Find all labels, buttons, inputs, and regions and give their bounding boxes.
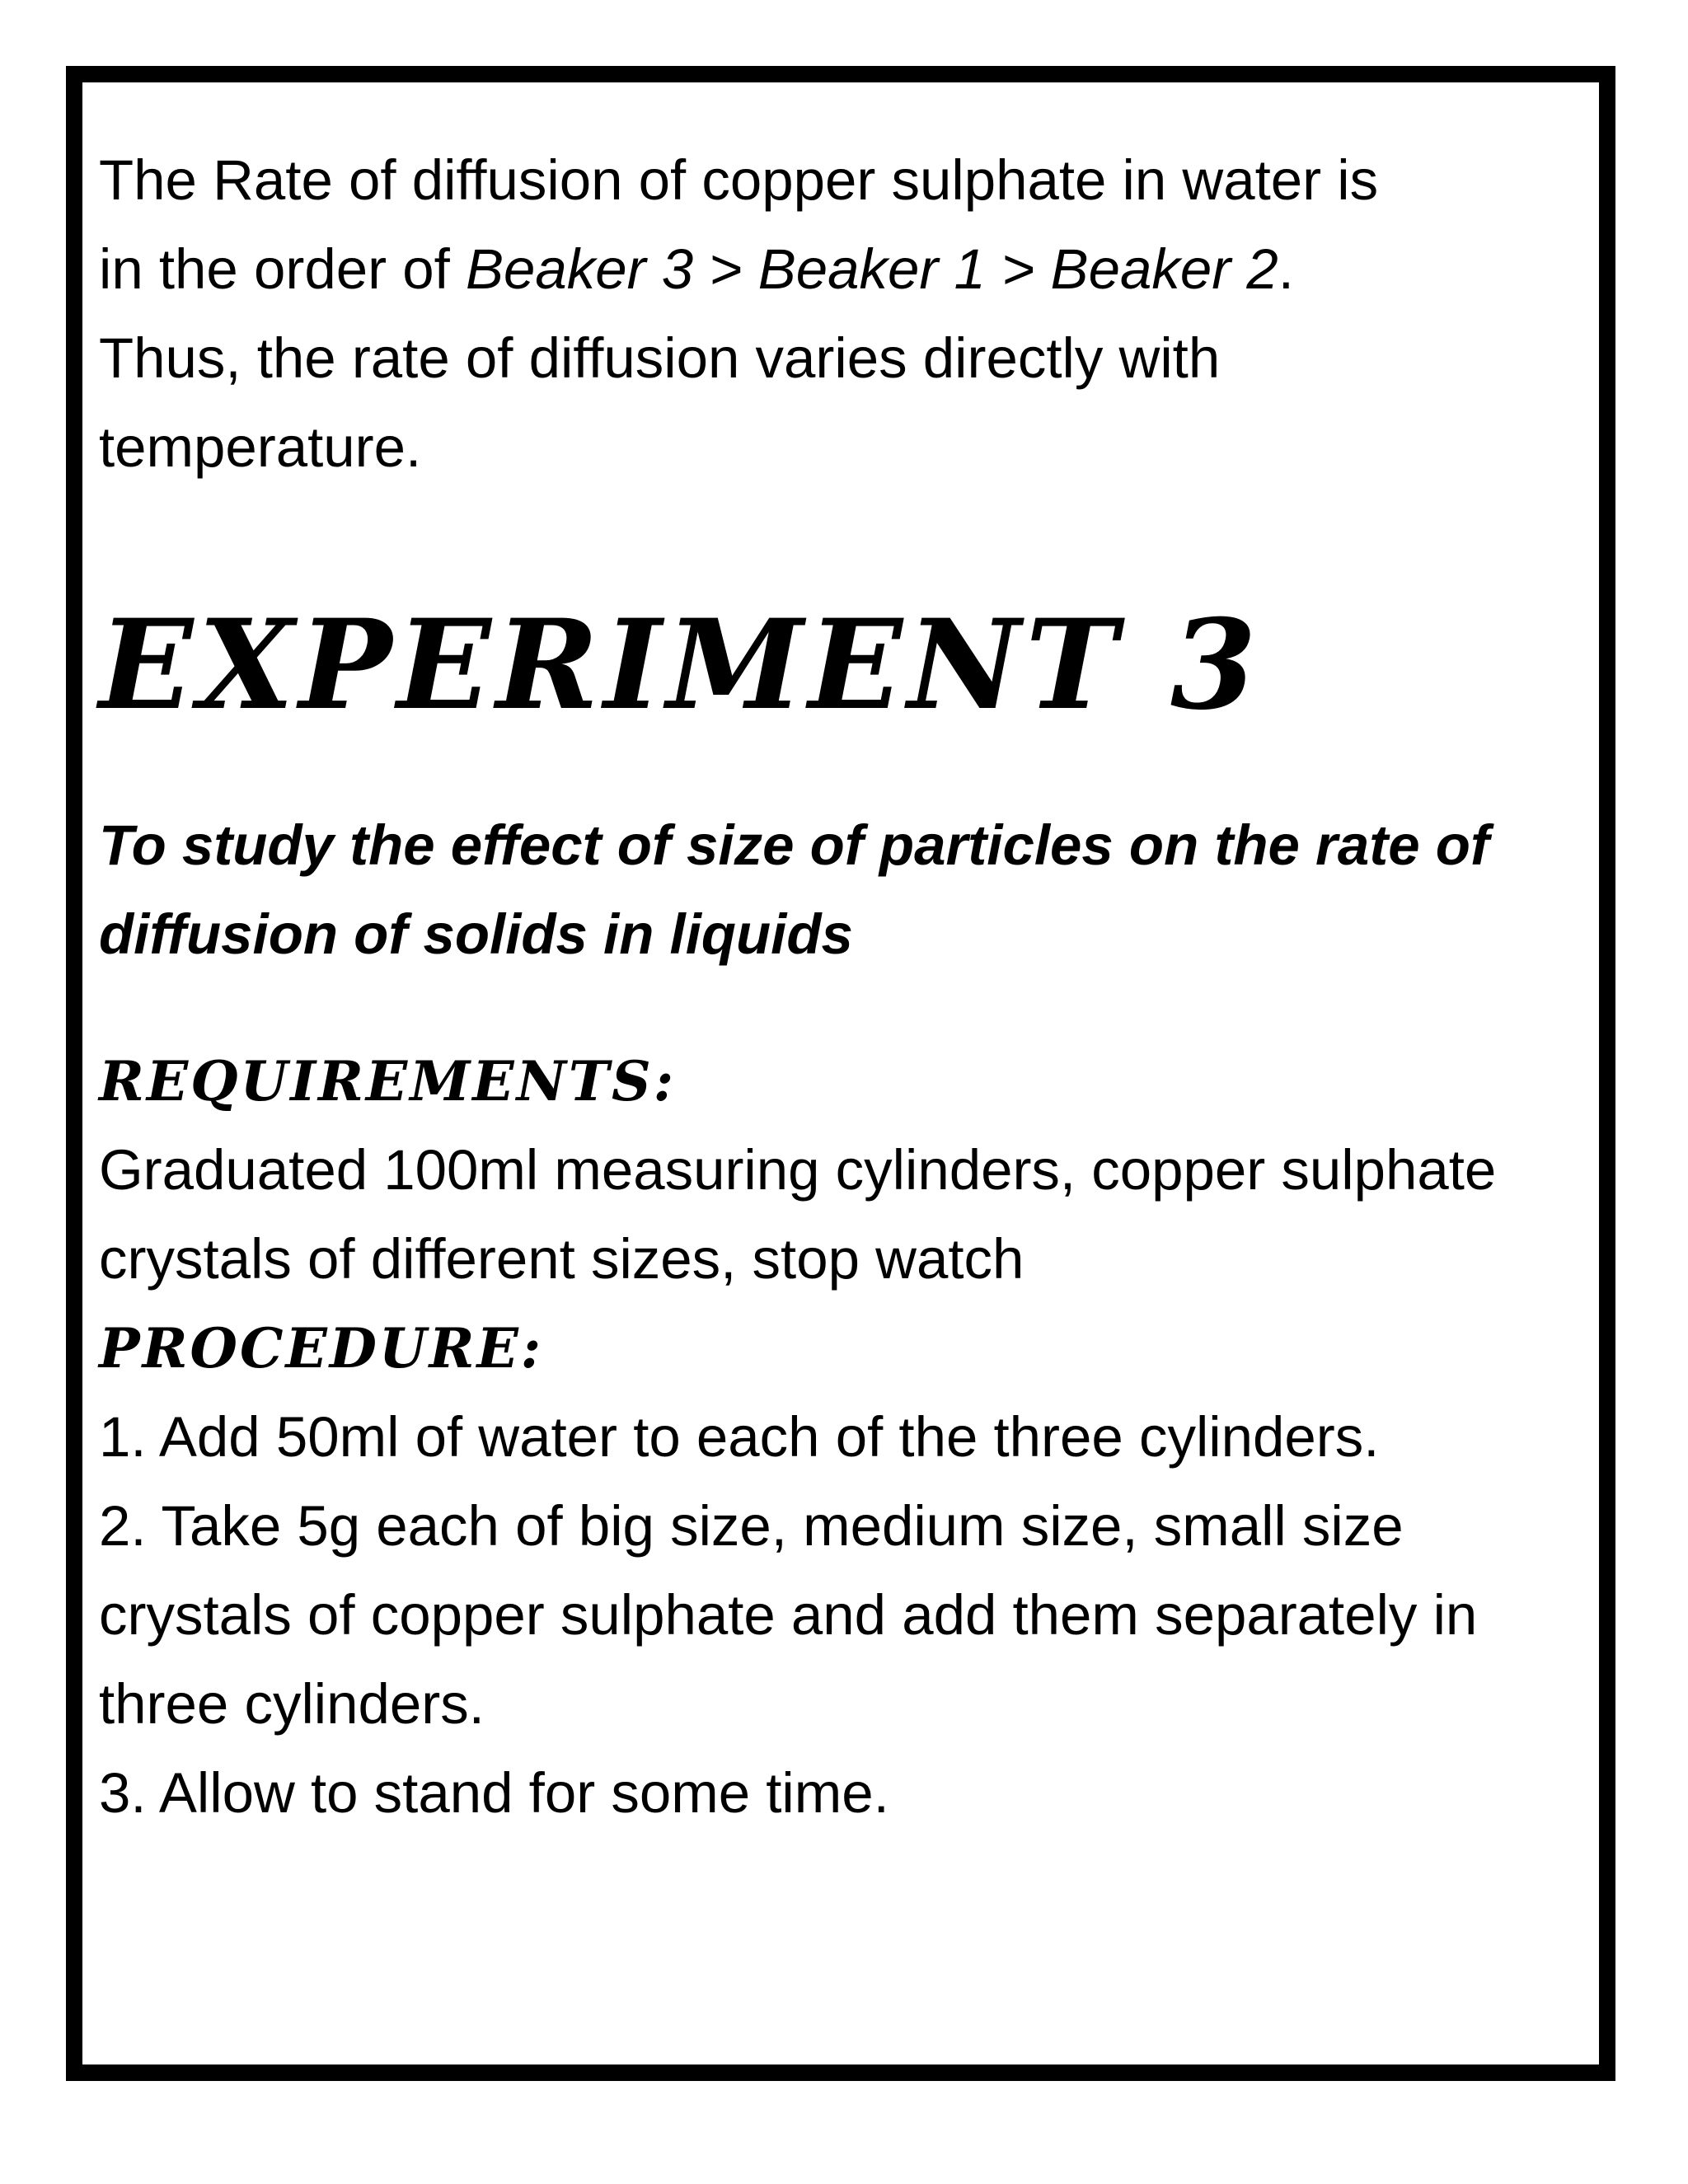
experiment-title: EXPERIMENT 3	[99, 593, 1262, 738]
procedure-step-2: 2. Take 5g each of big size, medium size, small size crystals of copper sulphate and add them separately in three cylinders.	[99, 1494, 1478, 1736]
intro-line-1: The Rate of diffusion of copper sulphate in water is	[99, 148, 1379, 212]
experiment-aim: To study the effect of size of particles on the rate of diffusion of solids in liquids	[99, 813, 1489, 966]
beaker-order: Beaker 3 > Beaker 1 > Beaker 2	[465, 237, 1278, 301]
intro-line-3: Thus, the rate of diffusion varies directly with	[99, 326, 1221, 390]
procedure-step-1: 1. Add 50ml of water to each of the three cylinders.	[99, 1405, 1380, 1469]
intro-line-2-suffix: .	[1278, 237, 1294, 301]
procedure-step-3: 3. Allow to stand for some time.	[99, 1761, 889, 1825]
intro-line-4: temperature.	[99, 415, 422, 479]
document-content	[99, 136, 1591, 1838]
intro-paragraph	[99, 136, 1591, 492]
procedure-heading: PROCEDURE:	[99, 1316, 544, 1380]
requirements-text: Graduated 100ml measuring cylinders, copper sulphate crystals of different sizes, stop watch	[99, 1138, 1497, 1291]
intro-line-2-prefix: in the order of	[99, 237, 466, 301]
requirements-heading: REQUIREMENTS:	[99, 1049, 677, 1113]
